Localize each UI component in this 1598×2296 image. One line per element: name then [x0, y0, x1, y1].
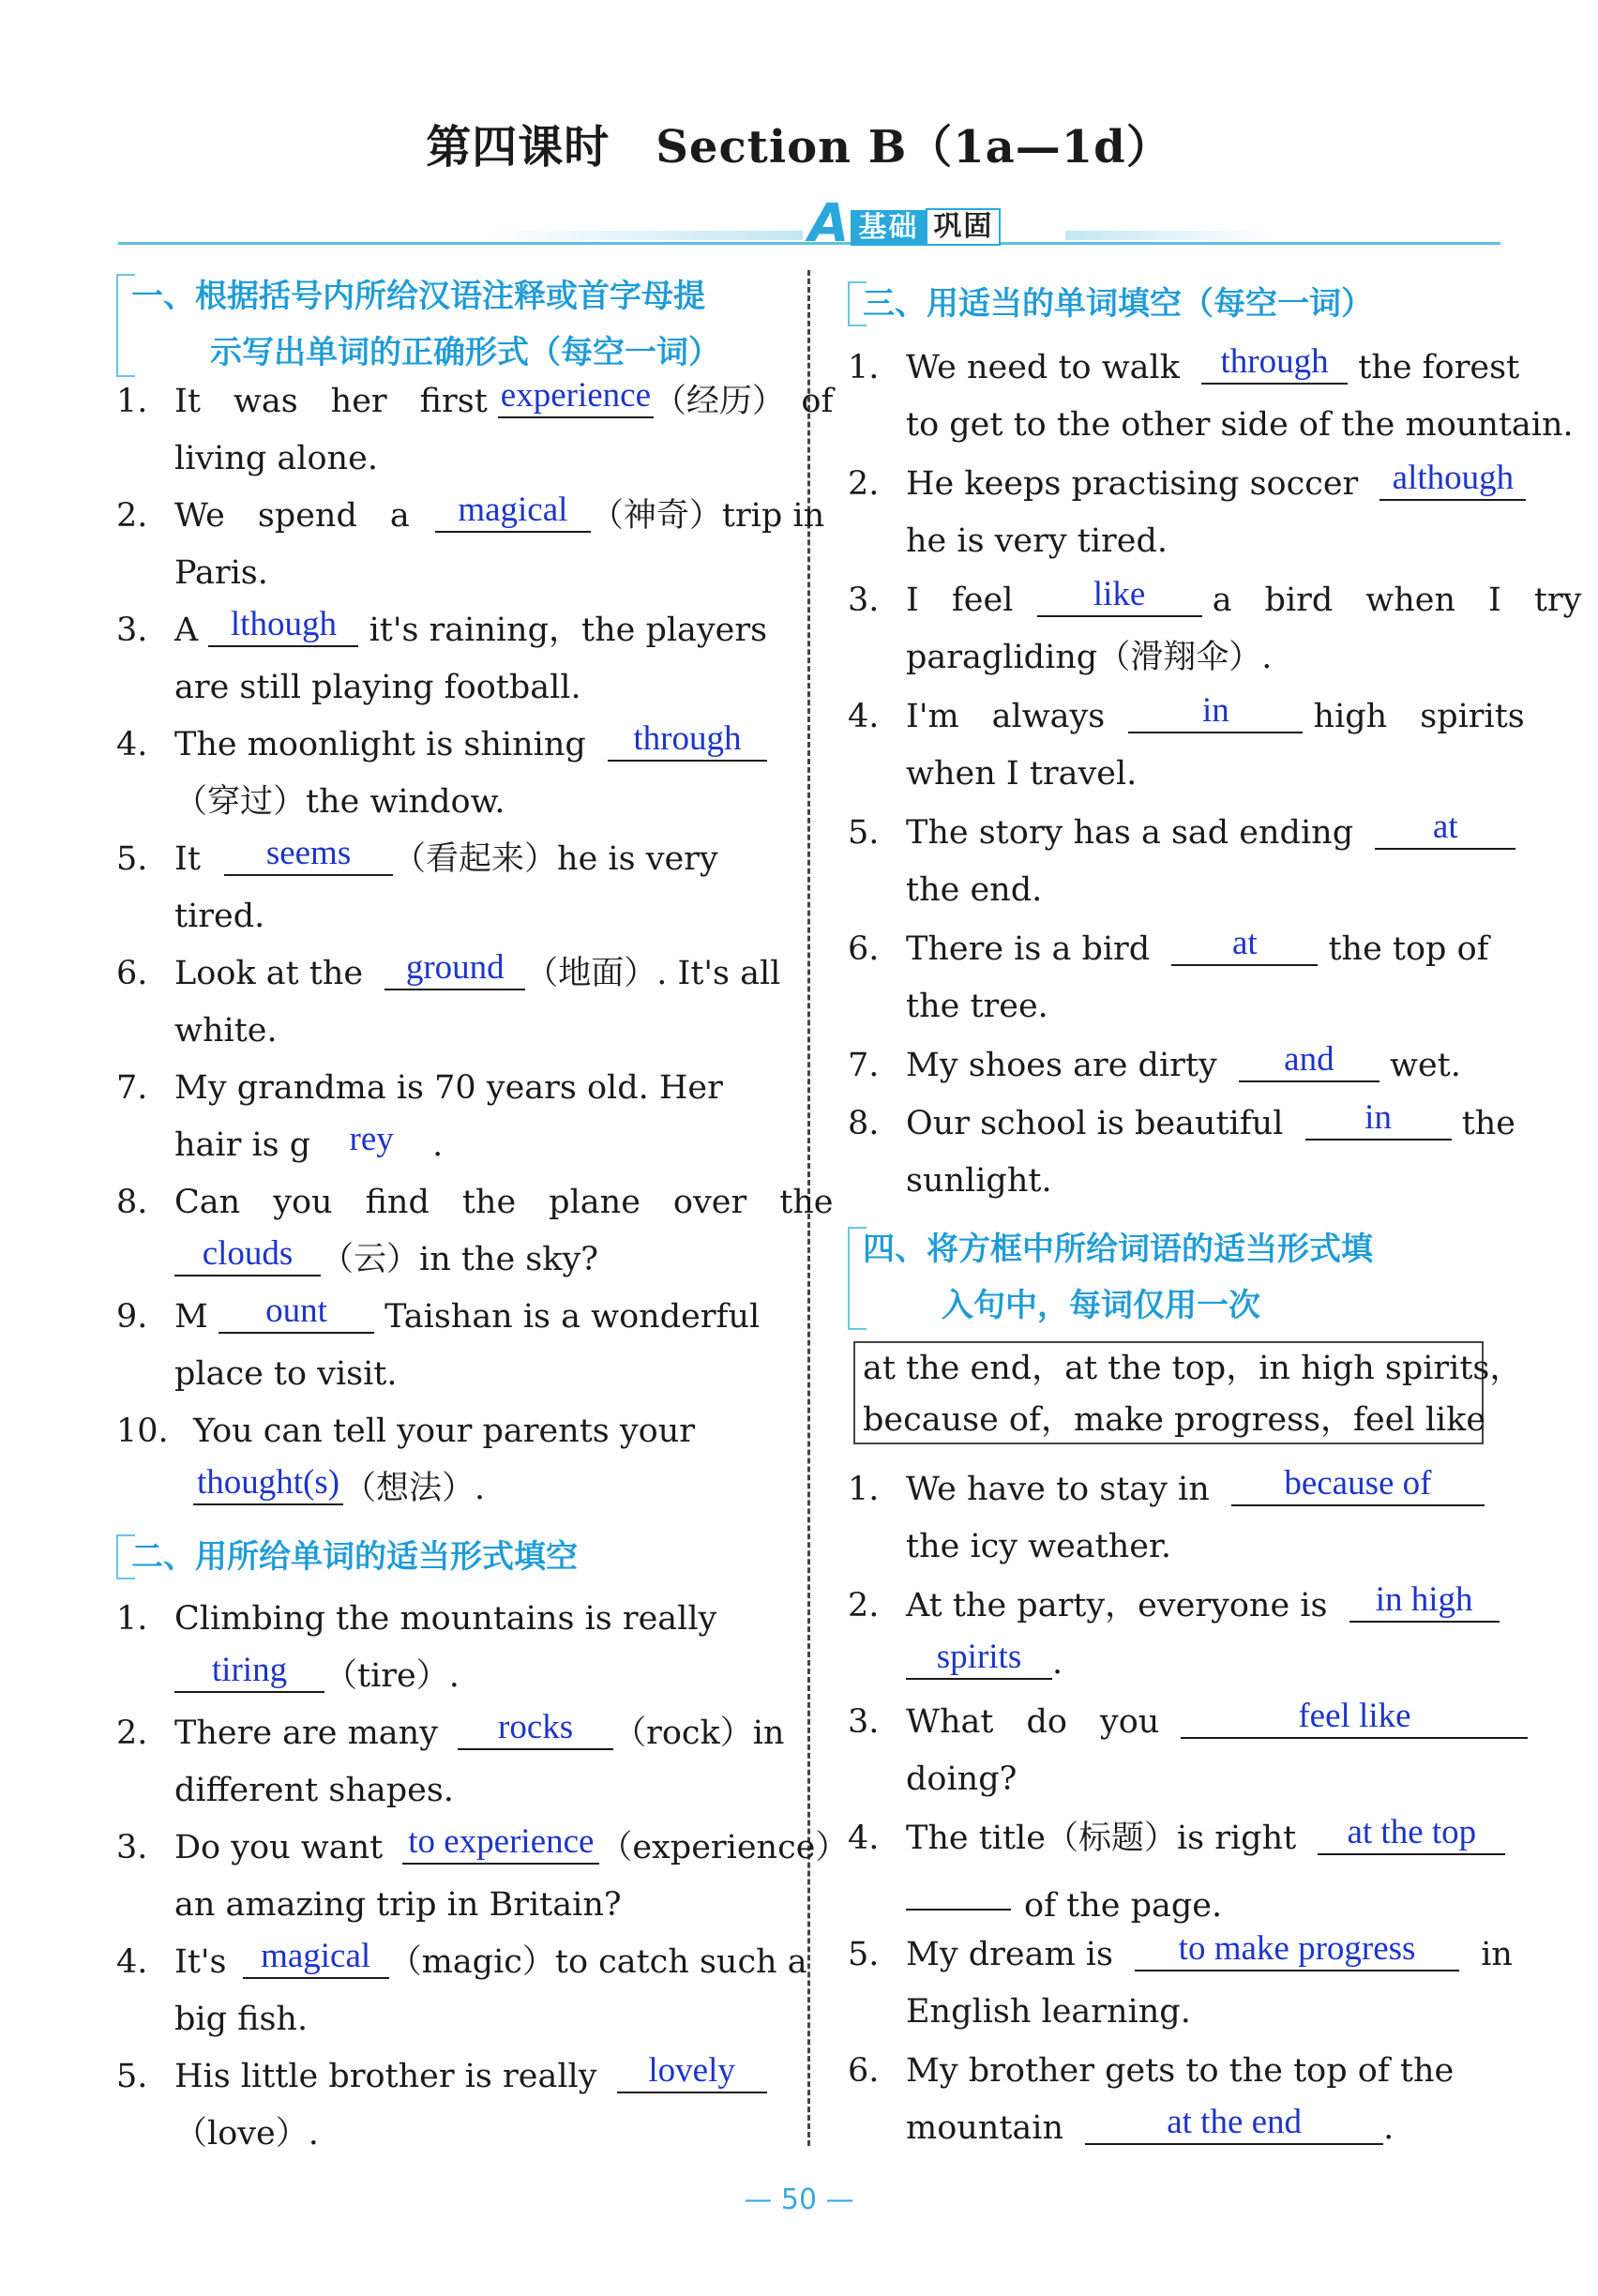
question-number: 7. [848, 1047, 880, 1084]
question [116, 1060, 773, 1174]
question-text: 三、用适当的单词填空（每空一词） [863, 285, 1373, 323]
question-text: Paris. [174, 554, 268, 592]
question-text: . [1383, 2109, 1394, 2147]
question-text: wet. [1390, 1047, 1461, 1084]
question-number: 5. [116, 2058, 148, 2095]
question-text: （经历） of [653, 383, 834, 420]
question [848, 340, 1574, 454]
question-text: My grandma is 70 years old. Her [174, 1069, 723, 1107]
answer-blank-continuation [906, 1867, 1011, 1911]
question [848, 1694, 1500, 1808]
page-number: — 50 — [744, 2183, 854, 2216]
question-number: 4. [116, 726, 148, 763]
word-bank-line: at the end，at the top，in high spirits， [863, 1350, 1523, 1387]
question-text: an amazing trip in Britain? [174, 1886, 622, 1924]
question-number: 8. [116, 1184, 148, 1221]
question-text: （tire）. [324, 1657, 460, 1695]
question-number: 5. [848, 814, 880, 852]
answer-blank[interactable]: rey [349, 1120, 394, 1158]
question [116, 1403, 773, 1518]
question-text: 示写出单词的正确形式（每空一词） [210, 334, 720, 371]
answer-blank[interactable]: lovely [617, 2050, 767, 2093]
answer-blank[interactable]: lthough [208, 604, 358, 647]
question-text: . [1052, 1644, 1063, 1682]
answer-blank[interactable]: to experience [402, 1821, 599, 1865]
answer-blank[interactable]: magical [243, 1936, 389, 1979]
question-number: 6. [848, 930, 880, 968]
question-number: 2. [848, 1587, 880, 1624]
question-text: 入句中，每词仅用一次 [942, 1287, 1260, 1324]
question [116, 602, 773, 717]
question-text: The story has a sad ending [906, 814, 1354, 852]
question-text: English learning. [906, 1993, 1191, 2031]
question-text: in [1481, 1936, 1513, 1973]
question-text: At the party，everyone is [906, 1587, 1328, 1624]
question-number: 1. [116, 383, 148, 420]
answer-blank[interactable]: in high [1349, 1579, 1500, 1623]
question-text: when I travel. [906, 755, 1138, 793]
question [848, 1810, 1500, 1925]
question-text: he is very tired. [906, 522, 1168, 560]
question-text: There are many [174, 1714, 438, 1752]
answer-blank[interactable]: and [1239, 1039, 1379, 1082]
question-number: 8. [848, 1105, 880, 1142]
question-text: the [1461, 1105, 1516, 1142]
question-text: high spirits [1313, 698, 1525, 735]
question-text: （experience） [599, 1829, 849, 1866]
question-text: （神奇）trip in [590, 497, 825, 535]
question [848, 1095, 1516, 1210]
question-text: big fish. [174, 2001, 309, 2038]
question-text: I feel [906, 582, 1014, 619]
question-number: 9. [116, 1298, 148, 1336]
question [116, 945, 781, 1060]
question-text: We have to stay in [906, 1471, 1210, 1508]
question-text: （云）in the sky? [321, 1241, 599, 1278]
question-text: the tree. [906, 988, 1048, 1025]
answer-blank[interactable]: at the top [1318, 1812, 1505, 1855]
word-bank-box [853, 1341, 1523, 1444]
question [116, 1934, 807, 2048]
question-text: What do you [906, 1703, 1160, 1741]
answer-blank[interactable]: spirits [906, 1637, 1052, 1680]
question-number: 3. [848, 582, 880, 619]
question-text: the icy weather. [906, 1528, 1172, 1565]
badge-letter: A [808, 193, 850, 254]
question-text: paragliding（滑翔伞）. [906, 639, 1273, 676]
answer-blank[interactable]: although [1379, 458, 1526, 501]
question-text: mountain [906, 2109, 1064, 2147]
question [116, 373, 834, 488]
question-text: It [174, 840, 201, 878]
question-number: 6. [848, 2052, 880, 2090]
question [116, 2048, 773, 2163]
question [116, 717, 773, 831]
question-number: 5. [848, 1936, 880, 1973]
answer-blank[interactable]: in [1305, 1097, 1452, 1140]
question [116, 1289, 773, 1403]
question [848, 572, 1582, 687]
question-text: We need to walk [906, 349, 1180, 386]
question-text: Do you want [174, 1829, 384, 1866]
question [116, 831, 773, 945]
answer-blank[interactable]: to make progress [1135, 1928, 1459, 1971]
badge-label-1: 基础 [851, 210, 926, 246]
question-text: His little brother is really [174, 2058, 597, 2095]
foundation-badge [808, 193, 1001, 254]
question-text: Our school is beautiful [906, 1105, 1284, 1142]
question [848, 1037, 1500, 1095]
section-banner [118, 193, 1500, 254]
question-text: My dream is [906, 1936, 1113, 1973]
question-text: Look at the [174, 955, 364, 992]
question-text: I'm always [906, 698, 1106, 735]
question-text: （地面）. It's all [525, 955, 781, 992]
question [848, 456, 1515, 570]
question-text: Climbing the mountains is really [174, 1600, 717, 1638]
answer-blank[interactable]: at the end [1085, 2102, 1383, 2145]
section-4-heading [848, 1221, 1504, 1334]
question [848, 2043, 1500, 2157]
answer-blank[interactable]: rocks [458, 1707, 613, 1750]
badge-label-2: 巩固 [926, 208, 1001, 246]
question-number: 1. [848, 349, 880, 386]
question-text: My shoes are dirty [906, 1047, 1217, 1084]
question-text: A [174, 612, 199, 649]
question-text: the end. [906, 871, 1043, 909]
question-text: doing? [906, 1760, 1018, 1798]
question [848, 688, 1525, 803]
answer-blank[interactable]: magical [435, 490, 591, 533]
question-text: （magic）to catch such a [388, 1943, 807, 1981]
question-number: 5. [116, 840, 148, 878]
question [848, 1461, 1500, 1576]
question [116, 1820, 849, 1934]
answer-blank[interactable]: like [1037, 574, 1202, 617]
question-number: 3. [848, 1703, 880, 1741]
page-title: 第四课时 Section B（1a—1d） [426, 121, 1172, 174]
question-text: the forest [1358, 349, 1520, 386]
question-number: 1. [848, 1471, 880, 1508]
question-text: 二、用所给单词的适当形式填空 [131, 1538, 578, 1576]
question-number: 2. [848, 465, 880, 503]
question-text: 四、将方框中所给词语的适当形式填 [863, 1231, 1373, 1268]
question-text: different shapes. [174, 1772, 454, 1809]
question-text: are still playing football. [174, 669, 581, 706]
question-text: 一、根据括号内所给汉语注释或首字母提 [131, 278, 705, 315]
question-number: 3. [116, 612, 148, 649]
question-text: You can tell your parents your [193, 1412, 695, 1450]
answer-blank[interactable]: experience [498, 375, 654, 418]
question-text: （love）. [174, 2115, 319, 2152]
question-number: 10. [116, 1412, 169, 1450]
question-number: 1. [116, 1600, 148, 1638]
question [848, 921, 1500, 1035]
question-text: （rock）in [613, 1714, 785, 1752]
question-text: We spend a [174, 497, 410, 535]
answer-blank[interactable]: through [1201, 341, 1348, 385]
question-text: tired. [174, 898, 265, 935]
question-text: It's [174, 1943, 227, 1981]
question-text: （看起来）he is very [393, 840, 718, 878]
question-text: it's raining，the players [369, 612, 768, 649]
question [848, 1926, 1513, 2041]
answer-blank[interactable]: seems [224, 833, 393, 876]
answer-blank[interactable]: in [1128, 690, 1303, 733]
question-text: to get to the other side of the mountain. [906, 406, 1574, 444]
answer-blank[interactable]: tiring [174, 1650, 324, 1693]
question-number: 6. [116, 955, 148, 992]
answer-blank[interactable]: because of [1231, 1463, 1485, 1506]
question-text: . [432, 1126, 444, 1164]
question-text: The title（标题）is right [906, 1820, 1297, 1857]
question-text: Taishan is a wonderful [384, 1298, 761, 1336]
question [116, 1705, 785, 1820]
question [116, 488, 825, 602]
question-text: white. [174, 1012, 278, 1050]
answer-blank[interactable]: through [608, 718, 767, 762]
question-number: 4. [848, 698, 880, 735]
answer-blank[interactable]: ground [384, 947, 525, 990]
answer-blank[interactable]: thought(s) [193, 1462, 343, 1505]
question-number: 7. [116, 1069, 148, 1107]
question-text: hair is g [174, 1126, 311, 1164]
question-number: 4. [848, 1820, 880, 1857]
question-text: of the page. [1024, 1887, 1223, 1925]
question-text: the top of [1328, 930, 1489, 968]
question-text: （穿过）the window. [174, 783, 505, 821]
answer-blank[interactable]: at [1375, 807, 1515, 850]
question [848, 805, 1500, 919]
question-text: a bird when I try [1212, 582, 1582, 619]
answer-blank[interactable]: at [1171, 923, 1318, 966]
question-number: 3. [116, 1829, 148, 1866]
section-2-heading [116, 1529, 791, 1585]
answer-blank[interactable]: feel like [1181, 1696, 1528, 1739]
section-3-heading [848, 276, 1504, 332]
question [848, 1578, 1500, 1692]
question-text: M [174, 1298, 208, 1336]
question-text: The moonlight is shining [174, 726, 586, 763]
question-number: 2. [116, 497, 148, 535]
question-text: He keeps practising soccer [906, 465, 1359, 503]
answer-blank[interactable]: ount [219, 1291, 374, 1334]
question-number: 4. [116, 1943, 148, 1981]
section-1-heading [116, 268, 791, 381]
question [116, 1591, 773, 1705]
word-bank-line: because of，make progress，feel like [863, 1401, 1486, 1439]
question-text: There is a bird [906, 930, 1151, 968]
question-text: My brother gets to the top of the [906, 2052, 1455, 2090]
question-text: living alone. [174, 440, 378, 477]
question-number: 2. [116, 1714, 148, 1752]
question-text: sunlight. [906, 1162, 1052, 1200]
question-text: place to visit. [174, 1355, 398, 1393]
question-text: Can you find the plane over the [174, 1184, 834, 1221]
answer-blank[interactable]: clouds [174, 1233, 321, 1276]
question-text: （想法）. [343, 1470, 486, 1507]
question [116, 1174, 834, 1289]
question-text: It was her first [174, 383, 488, 420]
